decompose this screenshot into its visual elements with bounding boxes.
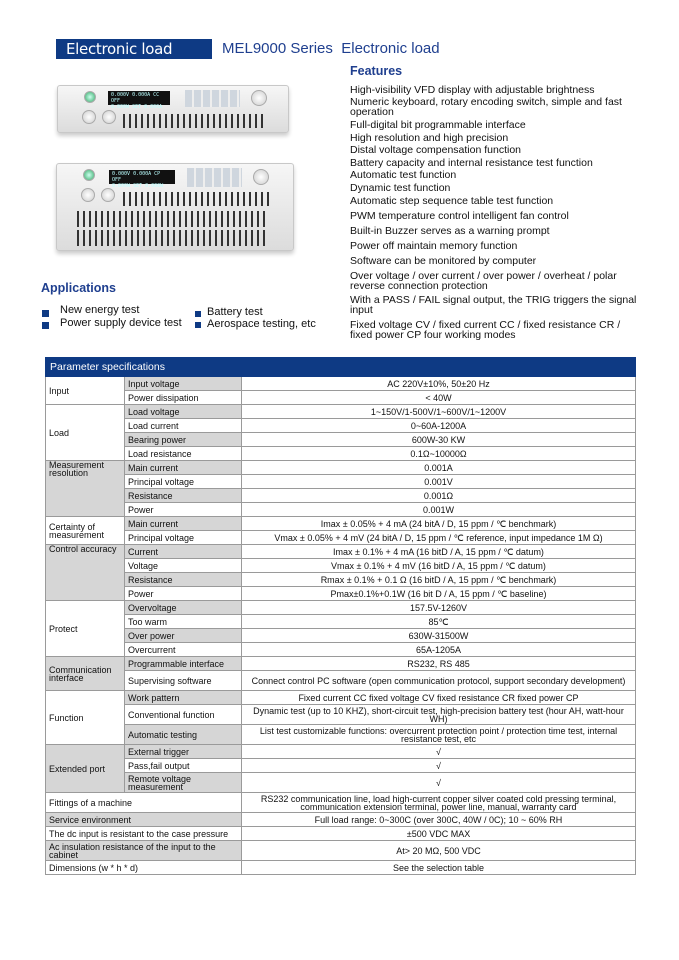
feature-item: High resolution and high precision — [350, 132, 509, 144]
parameter-value: Full load range: 0~300C (over 300C, 40W / 0C); 10 ~ 60% RH — [242, 813, 636, 827]
application-item: New energy test — [60, 304, 140, 316]
table-row — [46, 629, 636, 643]
parameter-value: 630W-31500W — [242, 629, 636, 643]
terminal-knob — [101, 188, 115, 202]
parameter-value: Vmax ± 0.05% + 4 mV (24 bitA / D, 15 ppm / ℃ reference, input impedance 1M Ω) — [242, 531, 636, 545]
parameter-label: Service environment — [46, 813, 242, 827]
table-title: Parameter specifications — [46, 358, 636, 377]
power-switch-icon — [83, 169, 95, 181]
table-row — [46, 671, 636, 691]
category-cell: Input — [46, 377, 125, 405]
bullet-icon — [195, 322, 201, 328]
bullet-icon — [42, 322, 49, 329]
vfd-display — [109, 170, 175, 189]
table-row — [46, 461, 636, 475]
parameter-value: √ — [242, 773, 636, 793]
application-item: Battery test — [207, 306, 263, 318]
parameter-value: See the selection table — [242, 861, 636, 875]
banner-title: Electronic load — [56, 39, 212, 59]
parameter-label: Conventional function — [125, 705, 242, 725]
table-row — [46, 691, 636, 705]
feature-item: Numeric keyboard, rotary encoding switch, simple and fast operation — [350, 96, 622, 118]
feature-item: With a PASS / FAIL signal output, the TRIG triggers the signal input — [350, 294, 637, 316]
table-row — [46, 705, 636, 725]
features-heading: Features — [350, 64, 403, 78]
keypad — [185, 90, 240, 107]
table-row — [46, 725, 636, 745]
feature-item: High-visibility VFD display with adjustable brightness — [350, 84, 595, 96]
parameter-value: 0.001V — [242, 475, 636, 489]
parameter-label: Overvoltage — [125, 601, 242, 615]
series-title: MEL9000 Series Electronic load — [222, 40, 440, 57]
power-switch-icon — [84, 91, 96, 103]
parameter-value: At> 20 MΩ, 500 VDC — [242, 841, 636, 861]
table-row — [46, 573, 636, 587]
parameter-label: Main current — [125, 517, 242, 531]
table-row — [46, 745, 636, 759]
category-cell: Measurement resolution — [46, 461, 125, 517]
table-row — [46, 657, 636, 671]
category-cell: Function — [46, 691, 125, 745]
feature-item: Power off maintain memory function — [350, 240, 518, 252]
parameter-label: Bearing power — [125, 433, 242, 447]
table-row — [46, 419, 636, 433]
feature-item: Full-digital bit programmable interface — [350, 119, 526, 131]
feature-item: Battery capacity and internal resistance test function — [350, 157, 593, 169]
parameter-value: 1~150V/1-500V/1~600V/1~1200V — [242, 405, 636, 419]
parameter-label: Power — [125, 587, 242, 601]
parameter-value: Rmax ± 0.1% + 0.1 Ω (16 bitD / A, 15 ppm / ℃ benchmark) — [242, 573, 636, 587]
parameter-label: Pass,fail output — [125, 759, 242, 773]
parameter-label: Over power — [125, 629, 242, 643]
vents — [77, 211, 269, 227]
parameter-value: Imax ± 0.05% + 4 mA (24 bitA / D, 15 ppm / ℃ benchmark) — [242, 517, 636, 531]
parameter-label: Current — [125, 545, 242, 559]
parameter-value: Pmax±0.1%+0.1W (16 bit D / A, 15 ppm / ℃ baseline) — [242, 587, 636, 601]
parameter-value: 0.001Ω — [242, 489, 636, 503]
table-row — [46, 433, 636, 447]
table-row — [46, 793, 636, 813]
table-row — [46, 489, 636, 503]
parameter-value: AC 220V±10%, 50±20 Hz — [242, 377, 636, 391]
table-row — [46, 601, 636, 615]
parameter-label: The dc input is resistant to the case pressure — [46, 827, 242, 841]
parameter-label: Load resistance — [125, 447, 242, 461]
parameter-value: RS232 communication line, load high-current copper silver coated cold pressing terminal, communication extension terminal, power line, manual, warranty card — [242, 793, 636, 813]
parameter-label: Programmable interface — [125, 657, 242, 671]
vents — [123, 192, 269, 206]
category-cell: Control accuracy — [46, 545, 125, 601]
parameter-value: 600W-30 KW — [242, 433, 636, 447]
parameter-value: Vmax ± 0.1% + 4 mV (16 bitD / A, 15 ppm / ℃ datum) — [242, 559, 636, 573]
table-row — [46, 587, 636, 601]
parameter-value: 0.1Ω~10000Ω — [242, 447, 636, 461]
parameter-value: Connect control PC software (open communication protocol, support secondary development) — [242, 671, 636, 691]
parameter-value: Imax ± 0.1% + 4 mA (16 bitD / A, 15 ppm / ℃ datum) — [242, 545, 636, 559]
spec-table — [45, 357, 636, 875]
feature-item: Dynamic test function — [350, 182, 451, 194]
terminal-knob — [102, 110, 116, 124]
parameter-label: Power — [125, 503, 242, 517]
parameter-label: Work pattern — [125, 691, 242, 705]
parameter-value: √ — [242, 745, 636, 759]
table-row — [46, 377, 636, 391]
parameter-label: Resistance — [125, 573, 242, 587]
vents — [123, 114, 263, 128]
table-row — [46, 503, 636, 517]
parameter-label: Main current — [125, 461, 242, 475]
terminal-knob — [82, 110, 96, 124]
table-row — [46, 475, 636, 489]
parameter-label: Principal voltage — [125, 475, 242, 489]
display-line: 0.000V 0.000A CC OFF — [111, 92, 160, 104]
feature-item: Over voltage / over current / over power / overheat / polar reverse connection protection — [350, 270, 617, 292]
table-header-row — [46, 358, 636, 377]
device-image-2u — [57, 85, 289, 133]
display-line: 0.000W SET 0.000A — [111, 104, 163, 110]
parameter-label: Load voltage — [125, 405, 242, 419]
parameter-label: Power dissipation — [125, 391, 242, 405]
category-cell: Extended port — [46, 745, 125, 793]
table-row — [46, 773, 636, 793]
parameter-label: Load current — [125, 419, 242, 433]
device-image-4u — [56, 163, 294, 251]
parameter-label: Automatic testing — [125, 725, 242, 745]
parameter-label: Dimensions (w * h * d) — [46, 861, 242, 875]
feature-item: Automatic step sequence table test function — [350, 195, 554, 207]
category-cell: Communication interface — [46, 657, 125, 691]
parameter-label: Principal voltage — [125, 531, 242, 545]
parameter-value: √ — [242, 759, 636, 773]
table-row — [46, 861, 636, 875]
display-line: 0.000W SET 0.000W — [112, 183, 164, 189]
application-item: Aerospace testing, etc — [207, 318, 316, 330]
category-cell: Certainty of measurement — [46, 517, 125, 545]
bullet-icon — [195, 311, 201, 317]
table-row — [46, 531, 636, 545]
parameter-label: External trigger — [125, 745, 242, 759]
parameter-value: ±500 VDC MAX — [242, 827, 636, 841]
table-row — [46, 643, 636, 657]
feature-item: Fixed voltage CV / fixed current CC / fixed resistance CR / fixed power CP four working modes — [350, 319, 621, 341]
parameter-label: Overcurrent — [125, 643, 242, 657]
parameter-label: Supervising software — [125, 671, 242, 691]
table-row — [46, 405, 636, 419]
bullet-icon — [42, 310, 49, 317]
table-row — [46, 615, 636, 629]
table-row — [46, 391, 636, 405]
parameter-label: Ac insulation resistance of the input to the cabinet — [46, 841, 242, 861]
rotary-knob — [251, 90, 267, 106]
parameter-label: Input voltage — [125, 377, 242, 391]
parameter-value: 85℃ — [242, 615, 636, 629]
parameter-value: 0.001A — [242, 461, 636, 475]
table-row — [46, 759, 636, 773]
parameter-label: Too warm — [125, 615, 242, 629]
parameter-value: 157.5V-1260V — [242, 601, 636, 615]
parameter-value: RS232, RS 485 — [242, 657, 636, 671]
parameter-value: 0.001W — [242, 503, 636, 517]
parameter-value: Dynamic test (up to 10 KHZ), short-circuit test, high-precision battery test (hour AH, watt-hour WH) — [242, 705, 636, 725]
feature-item: Distal voltage compensation function — [350, 144, 522, 156]
parameter-value: List test customizable functions: overcurrent protection point / protection time test, internal resistance test, etc — [242, 725, 636, 745]
vfd-display — [108, 91, 170, 110]
feature-item: Automatic test function — [350, 169, 457, 181]
parameter-label: Fittings of a machine — [46, 793, 242, 813]
terminal-knob — [81, 188, 95, 202]
vents — [77, 230, 269, 246]
parameter-label: Remote voltage measurement — [125, 773, 242, 793]
feature-item: Built-in Buzzer serves as a warning prompt — [350, 225, 550, 237]
table-row — [46, 517, 636, 531]
feature-item: Software can be monitored by computer — [350, 255, 537, 267]
parameter-label: Resistance — [125, 489, 242, 503]
parameter-value: 65A-1205A — [242, 643, 636, 657]
table-row — [46, 841, 636, 861]
parameter-value: < 40W — [242, 391, 636, 405]
feature-item: PWM temperature control intelligent fan control — [350, 210, 569, 222]
application-item: Power supply device test — [60, 317, 182, 329]
category-cell: Protect — [46, 601, 125, 657]
table-row — [46, 447, 636, 461]
table-row — [46, 813, 636, 827]
table-row — [46, 545, 636, 559]
parameter-value: Fixed current CC fixed voltage CV fixed resistance CR fixed power CP — [242, 691, 636, 705]
table-row — [46, 559, 636, 573]
parameter-value: 0~60A-1200A — [242, 419, 636, 433]
category-cell: Load — [46, 405, 125, 461]
table-row — [46, 827, 636, 841]
parameter-label: Voltage — [125, 559, 242, 573]
display-line: 0.000V 0.000A CP OFF — [112, 171, 161, 183]
applications-heading: Applications — [41, 281, 117, 295]
keypad — [187, 168, 242, 187]
rotary-knob — [253, 169, 269, 185]
